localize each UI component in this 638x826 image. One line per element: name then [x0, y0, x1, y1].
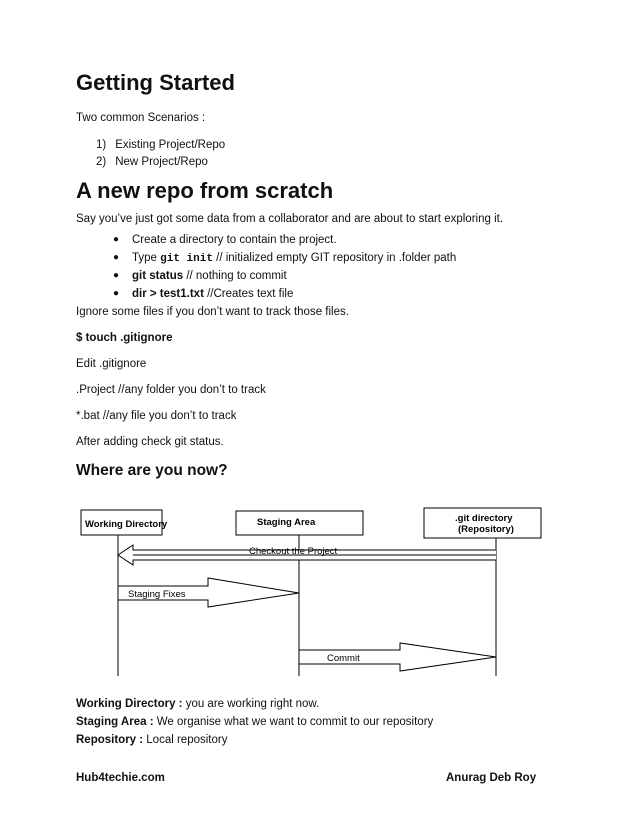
definition-term: Staging Area :: [76, 716, 154, 728]
bullet-suffix: // nothing to commit: [183, 270, 287, 282]
bullet-bold: git status: [132, 270, 184, 282]
repository-label: (Repository): [458, 524, 514, 535]
heading-where: Where are you now?: [76, 462, 228, 479]
after-text: After adding check git status.: [76, 436, 224, 448]
bullet-suffix: // initialized empty GIT repository in .folder path: [212, 252, 457, 264]
scenarios-intro: Two common Scenarios :: [76, 112, 206, 124]
bullet-text: Create a directory to contain the project.: [132, 234, 337, 246]
bullet-suffix: //Creates text file: [203, 288, 294, 300]
ignore-text: Ignore some files if you don’t want to track those files.: [76, 306, 349, 318]
scenario-label: New Project/Repo: [115, 156, 208, 168]
scenario-label: Existing Project/Repo: [115, 139, 226, 151]
working-directory-label: Working Directory: [85, 519, 168, 530]
definition-term: Working Directory :: [76, 698, 183, 710]
definition-desc: We organise what we want to commit to our repository: [153, 716, 434, 728]
bullet-code: git init: [160, 253, 213, 265]
scenario-number: 1): [96, 139, 107, 151]
bullet-icon: ●: [113, 270, 120, 281]
bullet-prefix: Type: [132, 252, 161, 264]
definition-working: [76, 697, 319, 711]
staging-area-label: Staging Area: [257, 517, 316, 528]
edit-text: Edit .gitignore: [76, 358, 147, 370]
footer-left: Hub4techie.com: [76, 772, 165, 784]
definition-staging: [76, 715, 433, 729]
heading-new-repo: A new repo from scratch: [76, 178, 334, 203]
project-line: .Project //any folder you don’t to track: [76, 384, 266, 396]
definition-desc: you are working right now.: [182, 698, 320, 710]
bat-line: *.bat //any file you don’t to track: [76, 410, 237, 422]
new-repo-intro: Say you’ve just got some data from a collaborator and are about to start exploring it.: [76, 213, 504, 225]
heading-getting-started: Getting Started: [76, 70, 235, 95]
bullet-icon: ●: [113, 234, 120, 245]
staging-fixes-label: Staging Fixes: [128, 589, 186, 600]
bullet-icon: ●: [113, 288, 120, 299]
bullet-icon: ●: [113, 252, 120, 263]
git-directory-label: .git directory: [455, 513, 513, 524]
touch-command: $ touch .gitignore: [76, 332, 173, 344]
commit-label: Commit: [327, 653, 360, 664]
definition-term: Repository :: [76, 734, 144, 746]
checkout-label: Checkout the Project: [249, 546, 338, 557]
scenario-number: 2): [96, 156, 107, 168]
definition-repository: [76, 733, 227, 747]
definition-desc: Local repository: [143, 734, 228, 746]
footer-right: Anurag Deb Roy: [446, 772, 537, 784]
bullet-bold: dir > test1.txt: [132, 288, 204, 300]
